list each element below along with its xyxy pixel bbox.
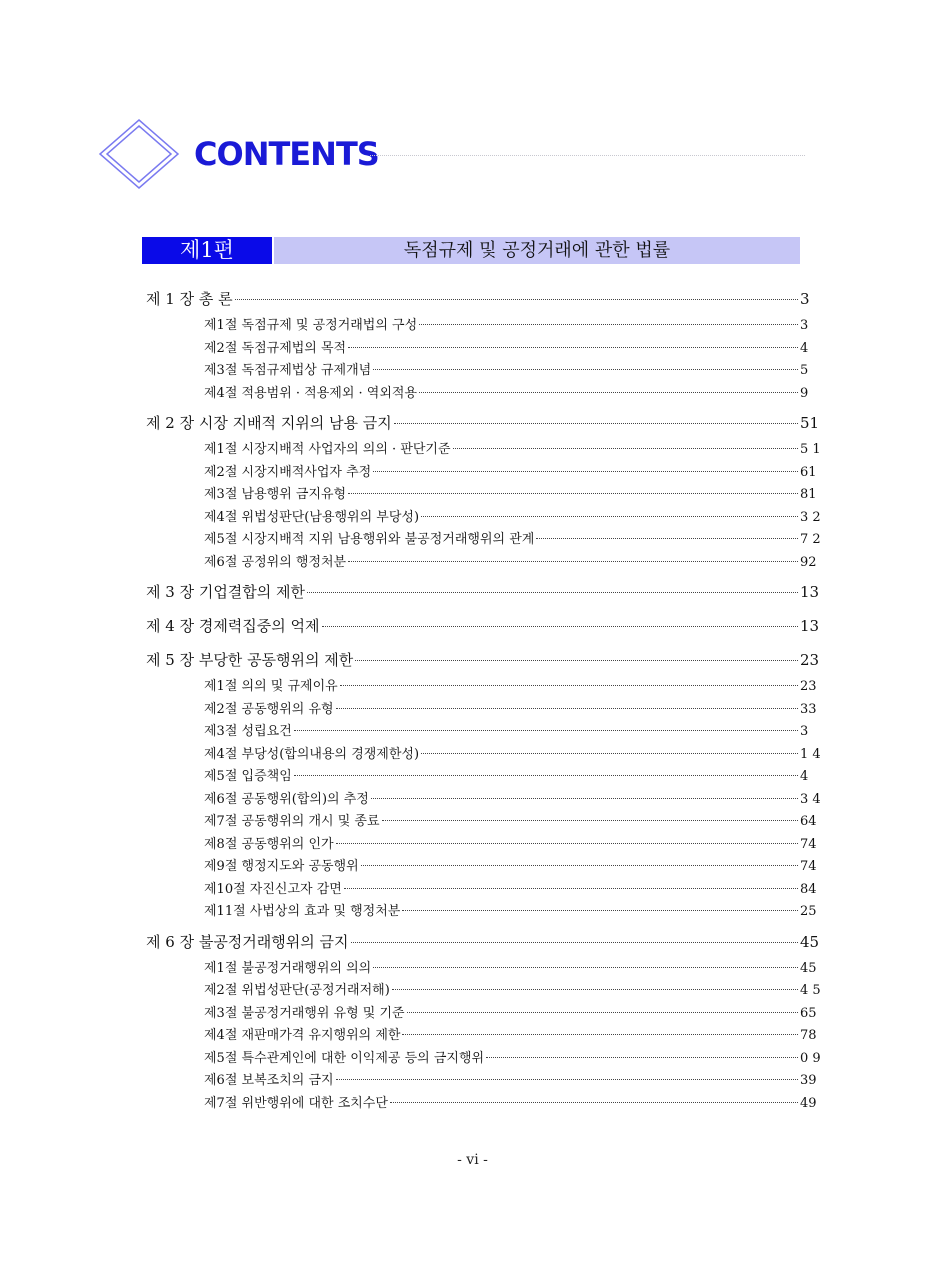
section-title: 제2절 독점규제법의 목적	[204, 340, 347, 356]
dot-leader	[307, 592, 798, 593]
section-page: 64	[800, 814, 817, 829]
section-page: 45	[800, 960, 817, 976]
dot-leader	[336, 1079, 798, 1080]
section-page: 4	[800, 340, 809, 356]
section-page: 23	[800, 679, 817, 694]
table-of-contents	[146, 288, 826, 1114]
section-entry[interactable]	[146, 1002, 826, 1025]
part-banner	[142, 237, 800, 264]
dot-leader	[390, 1102, 798, 1103]
section-title: 제6절 공동행위(합의)의 추정	[204, 791, 369, 807]
section-title: 제4절 부당성(합의내용의 경쟁제한성)	[204, 746, 420, 762]
section-title: 제3절 불공정거래행위 유형 및 기준	[204, 1005, 405, 1021]
toc-chapter	[146, 412, 826, 573]
section-page: 5	[800, 363, 809, 378]
dot-leader	[402, 1034, 798, 1035]
section-entry[interactable]	[146, 979, 826, 1002]
chapter-title: 제 4 장 경제력집중의 억제	[146, 617, 320, 635]
section-page: 84	[800, 881, 817, 897]
section-page: 78	[800, 1028, 817, 1043]
toc-chapter	[146, 931, 826, 1115]
section-page: 49	[800, 1095, 817, 1111]
section-page: 81	[800, 487, 817, 502]
section-page: 3 2	[800, 509, 821, 525]
dot-leader	[421, 753, 798, 754]
chapter-entry[interactable]	[146, 615, 826, 641]
dot-leader	[373, 967, 798, 968]
section-page: 1 4	[800, 746, 821, 762]
section-page: 3	[800, 318, 809, 333]
section-entry[interactable]	[146, 551, 826, 574]
section-entry[interactable]	[146, 337, 826, 360]
section-title: 제1절 시장지배적 사업자의 의의 · 판단기준	[204, 442, 451, 457]
section-entry[interactable]	[146, 438, 826, 461]
section-page: 5 1	[800, 442, 821, 457]
chapter-entry[interactable]	[146, 931, 826, 957]
chapter-title: 제 6 장 불공정거래행위의 금지	[146, 932, 349, 951]
dot-leader	[392, 989, 798, 990]
dot-leader	[371, 798, 798, 799]
chapter-page: 51	[800, 414, 820, 432]
dot-leader	[348, 561, 798, 562]
chapter-page: 23	[800, 651, 820, 669]
section-page: 3	[800, 724, 809, 739]
section-entry[interactable]	[146, 506, 826, 529]
contents-title: CONTENTS	[194, 135, 379, 173]
section-title: 제4절 재판매가격 유지행위의 제한	[204, 1028, 401, 1043]
dot-leader	[355, 660, 798, 661]
section-title: 제11절 사법상의 효과 및 행정처분	[204, 904, 401, 919]
section-page: 9	[800, 385, 809, 401]
diamond-logo-icon	[98, 118, 180, 190]
dot-leader	[373, 369, 798, 370]
chapter-entry[interactable]	[146, 581, 826, 607]
section-title: 제8절 공동행위의 인가	[204, 836, 334, 852]
section-entry[interactable]	[146, 314, 826, 337]
toc-chapter	[146, 649, 826, 923]
section-entry[interactable]	[146, 900, 826, 923]
dot-leader	[419, 392, 798, 393]
dot-leader	[373, 471, 798, 472]
section-entry[interactable]	[146, 382, 826, 405]
section-entry[interactable]	[146, 528, 826, 551]
chapter-title: 제 5 장 부당한 공동행위의 제한	[146, 651, 354, 669]
section-title: 제3절 남용행위 금지유형	[204, 487, 347, 502]
dot-leader	[348, 493, 798, 494]
section-title: 제5절 시장지배적 지위 남용행위와 불공정거래행위의 관계	[204, 532, 535, 547]
section-title: 제2절 공동행위의 유형	[204, 701, 334, 717]
dot-leader	[394, 423, 798, 424]
section-page: 4	[800, 769, 809, 784]
section-title: 제1절 독점규제 및 공정거래법의 구성	[204, 318, 418, 333]
section-entry[interactable]	[146, 1092, 826, 1115]
section-title: 제1절 불공정거래행위의 의의	[204, 960, 372, 976]
chapter-title: 제 3 장 기업결합의 제한	[146, 583, 306, 601]
chapter-page: 45	[800, 932, 820, 951]
section-entry[interactable]	[146, 1069, 826, 1092]
dot-leader	[453, 448, 798, 449]
dot-leader	[348, 347, 798, 348]
section-page: 65	[800, 1005, 817, 1021]
part-label: 제1편	[142, 237, 274, 264]
section-page: 25	[800, 904, 817, 919]
dot-leader	[402, 910, 798, 911]
section-page: 74	[800, 836, 817, 852]
section-entry[interactable]	[146, 461, 826, 484]
dot-leader	[322, 626, 798, 627]
section-entry[interactable]	[146, 675, 826, 698]
chapter-page: 3	[800, 290, 810, 308]
page-number: - vi -	[457, 1152, 488, 1168]
chapter-entry[interactable]	[146, 649, 826, 675]
section-page: 92	[800, 554, 817, 570]
dot-leader	[486, 1057, 798, 1058]
dot-leader	[344, 888, 798, 889]
chapter-entry[interactable]	[146, 288, 826, 314]
dot-leader	[294, 775, 798, 776]
section-title: 제2절 위법성판단(공정거래저해)	[204, 983, 390, 998]
dot-leader	[407, 1012, 798, 1013]
section-title: 제1절 의의 및 규제이유	[204, 679, 338, 694]
section-entry[interactable]	[146, 833, 826, 856]
section-title: 제9절 행정지도와 공동행위	[204, 859, 359, 874]
chapter-page: 13	[800, 583, 820, 601]
dot-leader	[536, 538, 798, 539]
dot-leader	[340, 685, 798, 686]
section-entry[interactable]	[146, 957, 826, 980]
section-title: 제7절 위반행위에 대한 조치수단	[204, 1095, 388, 1111]
section-page: 74	[800, 859, 817, 874]
chapter-entry[interactable]	[146, 412, 826, 438]
section-title: 제4절 위법성판단(남용행위의 부당성)	[204, 509, 420, 525]
section-page: 39	[800, 1073, 817, 1088]
dot-leader	[336, 708, 798, 709]
section-title: 제6절 공정위의 행정처분	[204, 554, 347, 570]
section-title: 제7절 공동행위의 개시 및 종료	[204, 814, 380, 829]
section-page: 33	[800, 701, 817, 717]
dot-leader	[351, 942, 799, 943]
toc-chapter	[146, 288, 826, 404]
dot-leader	[235, 299, 798, 300]
section-title: 제5절 입증책임	[204, 769, 292, 784]
section-title: 제3절 성립요건	[204, 724, 292, 739]
chapter-title: 제 1 장 총 론	[146, 290, 233, 308]
dot-leader	[419, 324, 798, 325]
section-entry[interactable]	[146, 765, 826, 788]
section-page: 7 2	[800, 532, 821, 547]
toc-chapter	[146, 581, 826, 607]
section-title: 제2절 시장지배적사업자 추정	[204, 464, 372, 480]
section-page: 3 4	[800, 791, 821, 807]
section-title: 제3절 독점규제법상 규제개념	[204, 363, 372, 378]
dot-leader	[361, 865, 798, 866]
section-entry[interactable]	[146, 855, 826, 878]
section-title: 제6절 보복조치의 금지	[204, 1073, 334, 1088]
section-title: 제5절 특수관계인에 대한 이익제공 등의 금지행위	[204, 1050, 485, 1066]
section-title: 제4절 적용범위 · 적용제외 · 역외적용	[204, 385, 418, 401]
section-entry[interactable]	[146, 788, 826, 811]
section-page: 4 5	[800, 983, 821, 998]
section-title: 제10절 자진신고자 감면	[204, 881, 342, 897]
dot-leader	[294, 730, 798, 731]
part-title: 독점규제 및 공정거래에 관한 법률	[403, 240, 671, 261]
dot-leader	[382, 820, 799, 821]
chapter-page: 13	[800, 617, 820, 635]
section-entry[interactable]	[146, 698, 826, 721]
section-entry[interactable]	[146, 810, 826, 833]
section-page: 0 9	[800, 1050, 821, 1066]
title-divider	[370, 155, 805, 156]
section-entry[interactable]	[146, 1024, 826, 1047]
section-entry[interactable]	[146, 743, 826, 766]
section-page: 61	[800, 464, 817, 480]
section-entry[interactable]	[146, 720, 826, 743]
section-entry[interactable]	[146, 1047, 826, 1070]
dot-leader	[336, 843, 798, 844]
section-entry[interactable]	[146, 878, 826, 901]
toc-chapter	[146, 615, 826, 641]
section-entry[interactable]	[146, 359, 826, 382]
section-entry[interactable]	[146, 483, 826, 506]
chapter-title: 제 2 장 시장 지배적 지위의 남용 금지	[146, 414, 392, 432]
dot-leader	[421, 516, 798, 517]
